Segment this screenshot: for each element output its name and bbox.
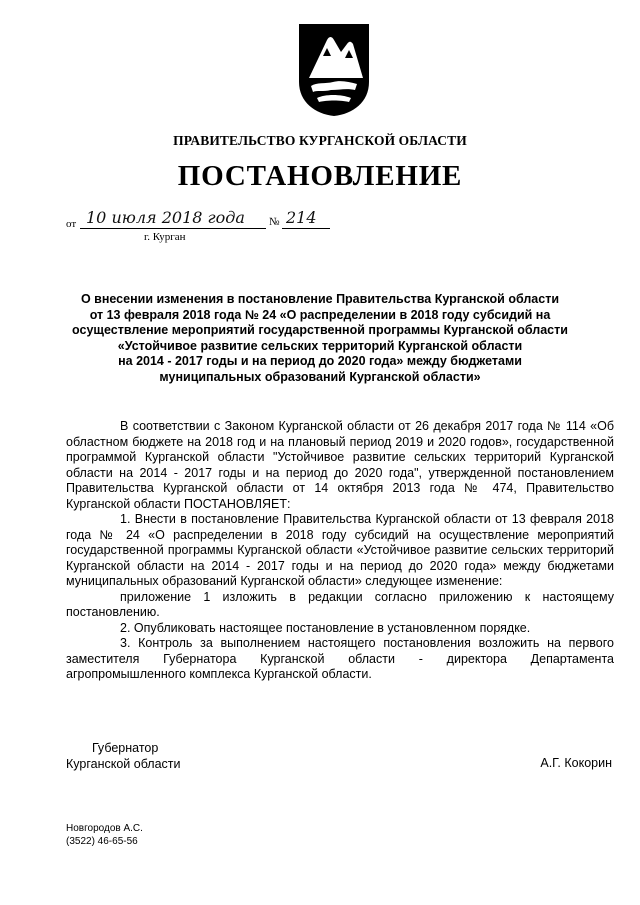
heading-line: муниципальных образований Курганской области» [159,369,481,384]
signatory-position [66,740,181,772]
preamble-paragraph: В соответствии с Законом Курганской области от 26 декабря 2017 года № 114 «Об областном бюджете на 2018 год и на плановый период 2019 и 2020 годов», государственной программой Курганской области "Устойчивое развитие сельских территорий Курганской области на 2014 - 2017 годы и на период до 2020 года", утвержденной постановлением Правительства Курганской области от 14 октября 2013 года № 474, Правительство Курганской области ПОСТАНОВЛЯЕТ: [66,419,614,511]
resolution-body [66,419,614,683]
executor-info [66,822,143,848]
date-from-label: от [66,218,77,230]
resolution-heading [40,292,600,385]
executor-name: Новгородов А.С. [66,823,143,834]
handwritten-date: 10 июля 2018 года [86,208,245,227]
heading-line: «Устойчивое развитие сельских территорий Курганской области [117,338,523,353]
item-2-paragraph: 2. Опубликовать настоящее постановление в установленном порядке. [120,620,531,635]
executor-phone: (3522) 46-65-56 [66,836,138,847]
number-underline [282,228,330,229]
item-1-sub-paragraph: приложение 1 изложить в редакции согласно приложению к настоящему постановлению. [66,589,614,619]
date-number-line [66,208,366,258]
heading-line: О внесении изменения в постановление Правительства Курганской области [80,292,560,306]
position-title: Губернатор [92,741,159,755]
date-underline [80,228,266,229]
heading-line: от 13 февраля 2018 года № 24 «О распределении в 2018 году субсидий на [89,307,551,322]
item-1-paragraph: 1. Внести в постановление Правительства Курганской области от 13 февраля 2018 года № 24 «О распределении в 2018 году субсидий на осуществление мероприятий государственной программы Курганской области «Устойчивое развитие сельских территорий Курганской области на 2014 - 2017 годы и на период до 2020 года» между бюджетами муниципальных образований Курганской области» следующее изменение: [66,512,614,588]
city-label: г. Курган [144,231,186,243]
government-name: ПРАВИТЕЛЬСТВО КУРГАНСКОЙ ОБЛАСТИ [173,133,467,148]
handwritten-number: 214 [286,208,317,227]
position-region: Курганской области [66,757,181,771]
signatory-name: А.Г. Кокорин [540,756,612,770]
coat-of-arms-emblem [295,20,373,118]
heading-line: осуществление мероприятий государственной программы Курганской области [72,323,568,337]
document-type-title: ПОСТАНОВЛЕНИЕ [177,160,463,192]
number-label: № [269,216,280,228]
heading-line: на 2014 - 2017 годы и на период до 2020 года» между бюджетами [118,354,522,368]
item-3-paragraph: 3. Контроль за выполнением настоящего постановления возложить на первого заместителя Губернатора Курганской области - директора Департамента агропромышленного комплекса Курганской области. [66,636,614,681]
